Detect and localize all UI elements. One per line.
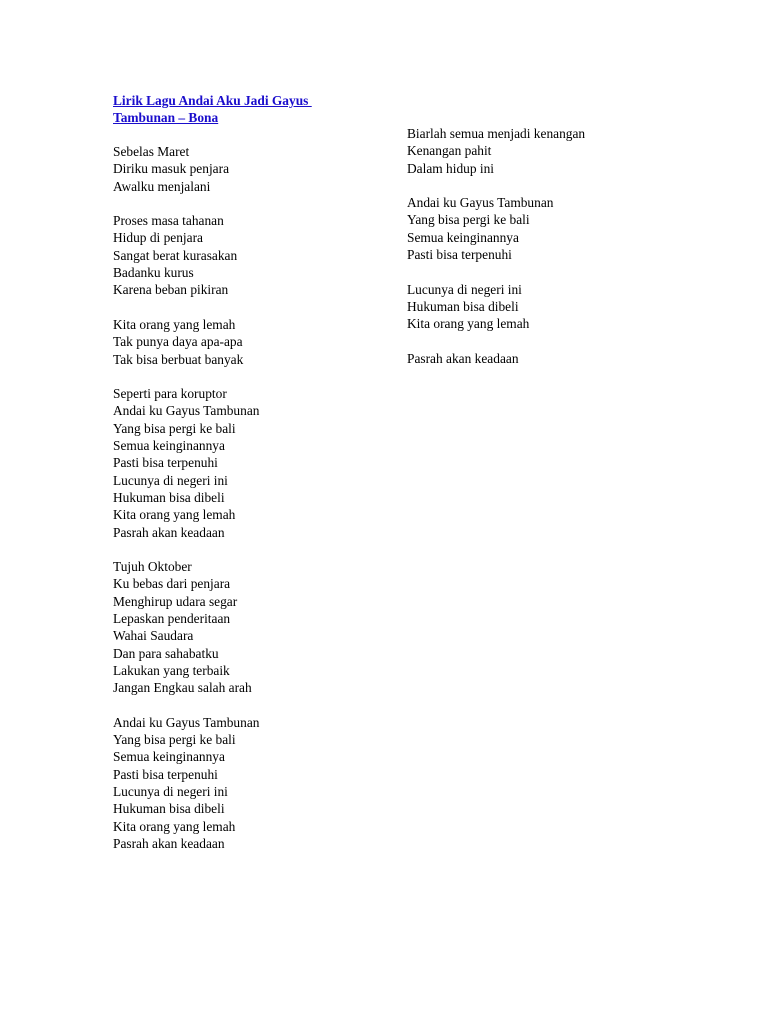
- lyric-line: Sebelas Maret: [113, 144, 190, 159]
- lyrics-left-column: [113, 143, 393, 869]
- lyric-line: Badanku kurus: [113, 265, 194, 281]
- lyric-line: Yang bisa pergi ke bali: [113, 732, 236, 748]
- stanza: [407, 281, 707, 333]
- stanza: [407, 194, 707, 263]
- stanza: [113, 143, 393, 195]
- lyric-line: Andai ku Gayus Tambunan: [113, 714, 260, 730]
- lyric-line: Pasti bisa terpenuhi: [113, 455, 218, 471]
- stanza: [407, 125, 707, 177]
- lyric-line: Yang bisa pergi ke bali: [113, 420, 236, 436]
- lyric-line: Hukuman bisa dibeli: [407, 298, 519, 314]
- lyric-line: Andai ku Gayus Tambunan: [407, 195, 554, 211]
- lyric-line: Menghirup udara segar: [113, 593, 238, 609]
- lyric-line: Pasrah akan keadaan: [113, 835, 225, 851]
- lyric-line: Hukuman bisa dibeli: [113, 489, 225, 505]
- lyric-line: Yang bisa pergi ke bali: [407, 212, 530, 228]
- lyric-line: Lepaskan penderitaan: [113, 611, 231, 627]
- lyric-line: Pasti bisa terpenuhi: [407, 247, 512, 263]
- lyric-line: Hidup di penjara: [113, 230, 203, 246]
- lyric-line: Seperti para koruptor: [113, 386, 227, 402]
- lyric-line: Dalam hidup ini: [407, 160, 495, 176]
- stanza: [113, 316, 393, 368]
- lyric-line: Pasrah akan keadaan: [113, 524, 225, 540]
- stanza: [113, 212, 393, 298]
- lyric-line: Kita orang yang lemah: [407, 316, 530, 332]
- lyric-line: Kita orang yang lemah: [113, 316, 236, 332]
- lyric-line: Biarlah semua menjadi kenangan: [407, 126, 586, 141]
- lyric-line: Semua keinginannya: [113, 749, 225, 765]
- lyric-line: Lakukan yang terbaik: [113, 662, 230, 678]
- title-link[interactable]: [113, 92, 373, 127]
- lyric-line: Hukuman bisa dibeli: [113, 801, 225, 817]
- stanza: [407, 350, 707, 367]
- lyric-line: Dan para sahabatku: [113, 645, 219, 661]
- lyric-line: Semua keinginannya: [113, 438, 225, 454]
- lyric-line: Diriku masuk penjara: [113, 161, 230, 177]
- stanza: [113, 714, 393, 852]
- lyric-line: Karena beban pikiran: [113, 282, 229, 298]
- lyric-line: Lucunya di negeri ini: [407, 281, 522, 297]
- lyric-line: Tak bisa berbuat banyak: [113, 351, 244, 367]
- lyric-line: Tak punya daya apa-apa: [113, 334, 243, 350]
- lyric-line: Pasrah akan keadaan: [407, 350, 519, 366]
- lyric-line: Pasti bisa terpenuhi: [113, 766, 218, 782]
- stanza: [113, 385, 393, 541]
- lyric-line: Andai ku Gayus Tambunan: [113, 403, 260, 419]
- lyrics-right-column: [407, 125, 707, 384]
- lyric-line: Ku bebas dari penjara: [113, 576, 231, 592]
- lyric-line: Lucunya di negeri ini: [113, 783, 228, 799]
- title-line-2: Tambunan – Bona: [113, 110, 219, 126]
- lyric-line: Kita orang yang lemah: [113, 818, 236, 834]
- lyric-line: Proses masa tahanan: [113, 213, 224, 229]
- lyric-line: Kita orang yang lemah: [113, 507, 236, 523]
- lyric-line: Kenangan pahit: [407, 143, 492, 159]
- lyric-line: Wahai Saudara: [113, 628, 194, 644]
- lyric-line: Awalku menjalani: [113, 178, 211, 194]
- lyric-line: Lucunya di negeri ini: [113, 472, 228, 488]
- lyric-line: Semua keinginannya: [407, 229, 519, 245]
- lyric-line: Jangan Engkau salah arah: [113, 680, 252, 696]
- lyric-line: Tujuh Oktober: [113, 559, 192, 575]
- stanza: [113, 558, 393, 696]
- lyric-line: Sangat berat kurasakan: [113, 247, 238, 263]
- title-line-1: Lirik Lagu Andai Aku Jadi Gayus: [113, 93, 312, 108]
